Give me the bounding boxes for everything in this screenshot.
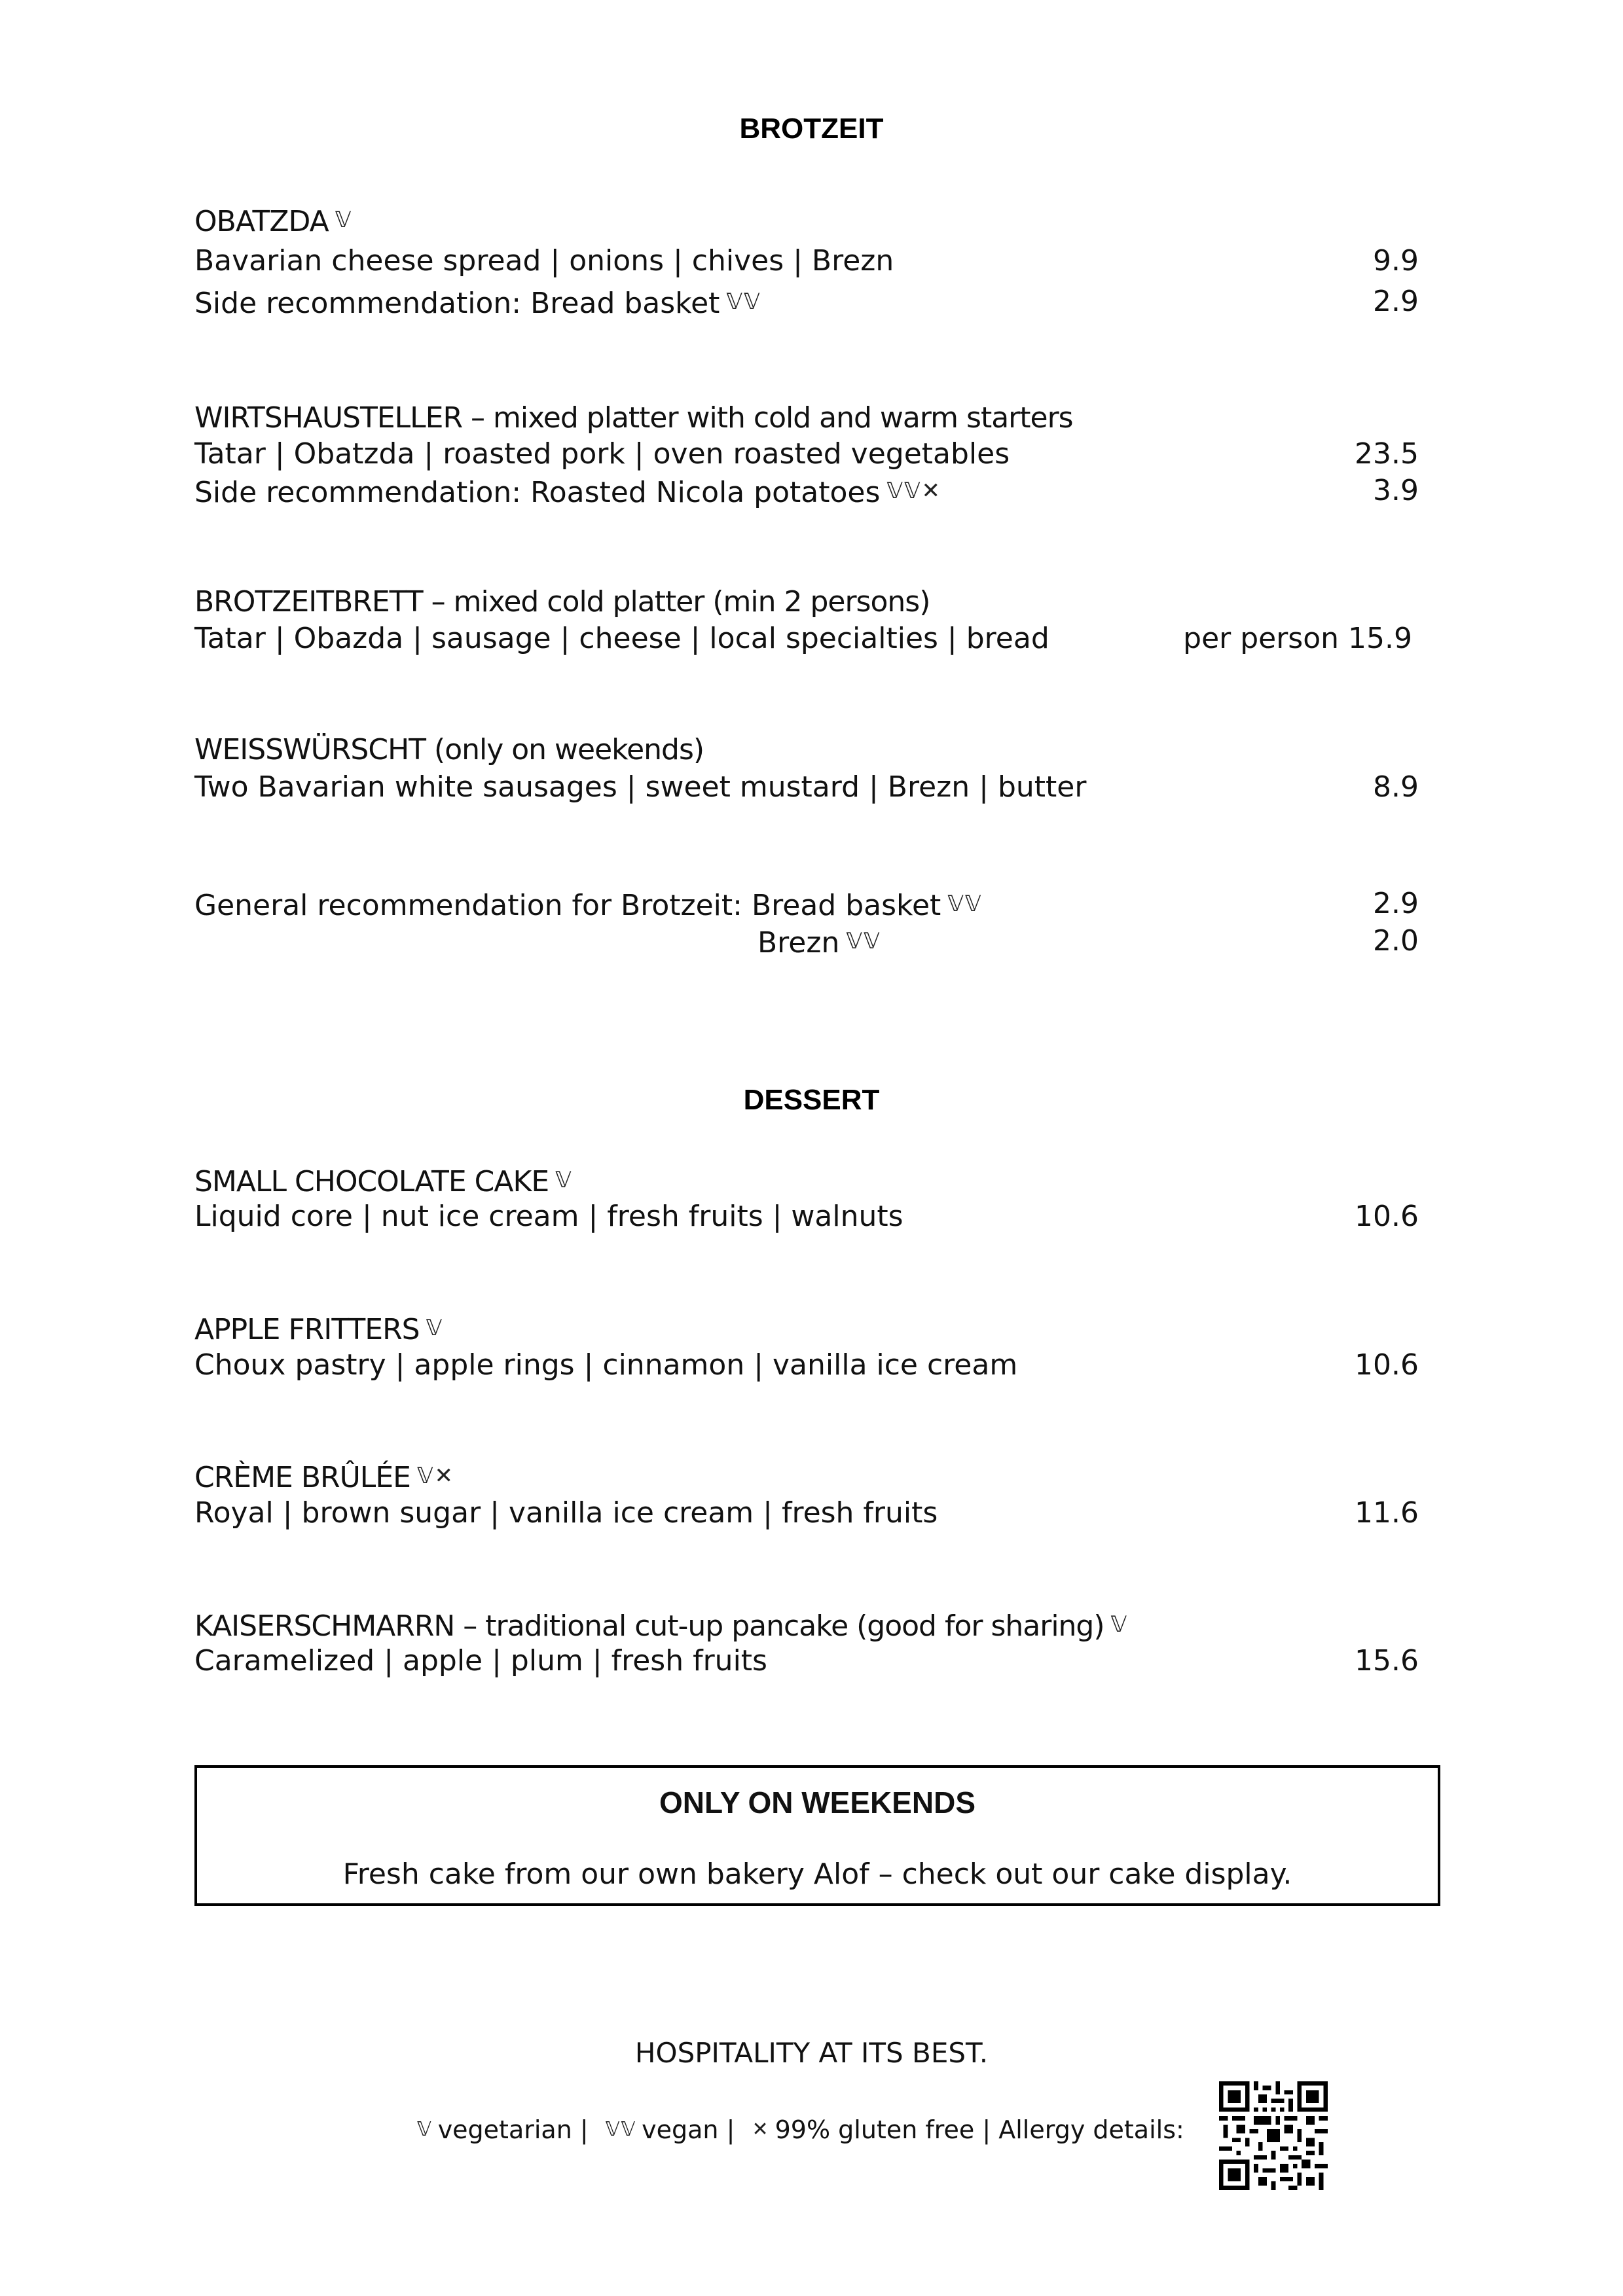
general-recommendation-brezn [194,922,1419,960]
vegan-label: vegan | [642,2115,735,2144]
side-recommendation [194,283,1419,321]
item-name: SMALL CHOCOLATE CAKE [194,1165,549,1198]
menu-item-creme-brulee [194,1457,1419,1495]
side-recommendation [194,472,1419,510]
menu-item-desc [194,1346,1419,1384]
menu-item-apple-fritters [194,1309,1419,1347]
item-name: KAISERSCHMARRN – traditional cut-up pancake (good for sharing) [194,1609,1104,1643]
item-name: WIRTSHAUSTELLER – mixed platter with cold and warm starters [194,401,1073,435]
vegetarian-icon: 𝕍 [335,207,353,233]
menu-item-weisswurscht [194,731,1419,769]
menu-item-chocolate-cake [194,1161,1419,1199]
gluten-free-label: 99% gluten free | Allergy details: [775,2115,1184,2144]
vegetarian-icon: 𝕍 [426,1315,444,1341]
item-description: Choux pastry | apple rings | cinnamon | vanilla ice cream [194,1348,1018,1382]
item-name: CRÈME BRÛLÉE [194,1461,410,1494]
allergen-legend [417,2115,1184,2144]
item-description: Tatar | Obazda | sausage | cheese | local specialties | bread [194,622,1049,655]
item-price: 2.9 [1373,887,1419,920]
vegetarian-label: vegetarian | [437,2115,589,2144]
item-description: Royal | brown sugar | vanilla ice cream | fresh fruits [194,1496,938,1530]
brezn-text: Brezn [757,926,840,960]
menu-item-desc [194,620,1419,658]
item-description: Two Bavarian white sausages | sweet mustard | Brezn | butter [194,770,1087,804]
tagline: HOSPITALITY AT ITS BEST. [634,2037,989,2069]
item-price: 9.9 [1373,244,1419,278]
item-price: 23.5 [1355,437,1419,471]
gluten-free-icon: ✕ [752,2118,770,2141]
menu-item-desc [194,435,1419,473]
side-price: 3.9 [1373,474,1419,507]
vegetarian-gluten-free-icon: 𝕍✕ [416,1463,454,1489]
section-title-brotzeit: BROTZEIT [739,113,884,145]
vegan-icon: 𝕍𝕍 [726,289,761,315]
vegan-icon: 𝕍𝕍 [846,928,881,954]
item-price: 10.6 [1355,1348,1419,1382]
item-price: 8.9 [1373,770,1419,804]
item-description: Liquid core | nut ice cream | fresh fruits | walnuts [194,1200,903,1233]
vegetarian-icon: 𝕍 [555,1167,573,1193]
side-text: Side recommendation: Roasted Nicola potatoes [194,476,881,509]
item-description: Caramelized | apple | plum | fresh fruits [194,1644,767,1677]
general-recommendation [194,885,1419,923]
item-price: 10.6 [1355,1200,1419,1233]
menu-item-desc [194,768,1419,806]
weekend-notice-text: Fresh cake from our own bakery Alof – check out our cake display. [342,1857,1292,1891]
menu-item-brotzeitbrett [194,583,1419,621]
item-name: APPLE FRITTERS [194,1313,420,1346]
item-price: 11.6 [1355,1496,1419,1530]
weekend-notice-title: ONLY ON WEEKENDS [659,1785,976,1820]
vegetarian-icon: 𝕍 [417,2118,433,2141]
vegan-gluten-free-icon: 𝕍𝕍✕ [886,478,942,504]
item-price: 2.0 [1373,924,1419,958]
item-description: Bavarian cheese spread | onions | chives | Brezn [194,244,894,278]
qr-code-icon[interactable] [1219,2081,1328,2190]
item-price: per person 15.9 [1183,622,1412,655]
vegan-icon: 𝕍𝕍 [947,891,983,917]
menu-item-desc [194,242,1419,280]
recommendation-text: General recommendation for Brotzeit: Bread basket [194,889,941,922]
item-description: Tatar | Obatzda | roasted pork | oven roasted vegetables [194,437,1010,471]
menu-item-obatzda [194,201,1419,239]
section-title-dessert: DESSERT [743,1084,880,1116]
weekend-notice-box [194,1765,1440,1906]
vegan-icon: 𝕍𝕍 [605,2118,637,2141]
side-text: Side recommendation: Bread basket [194,287,720,320]
menu-item-desc [194,1642,1419,1680]
item-name: BROTZEITBRETT – mixed cold platter (min 2 persons) [194,585,930,619]
item-name: OBATZDA [194,205,329,238]
menu-item-desc [194,1494,1419,1532]
menu-item-kaiserschmarrn [194,1605,1419,1643]
menu-item-desc [194,1198,1419,1236]
vegetarian-icon: 𝕍 [1110,1611,1129,1638]
menu-item-wirtshausteller [194,399,1419,437]
side-price: 2.9 [1373,285,1419,318]
item-price: 15.6 [1355,1644,1419,1677]
item-name: WEISSWÜRSCHT (only on weekends) [194,733,704,766]
